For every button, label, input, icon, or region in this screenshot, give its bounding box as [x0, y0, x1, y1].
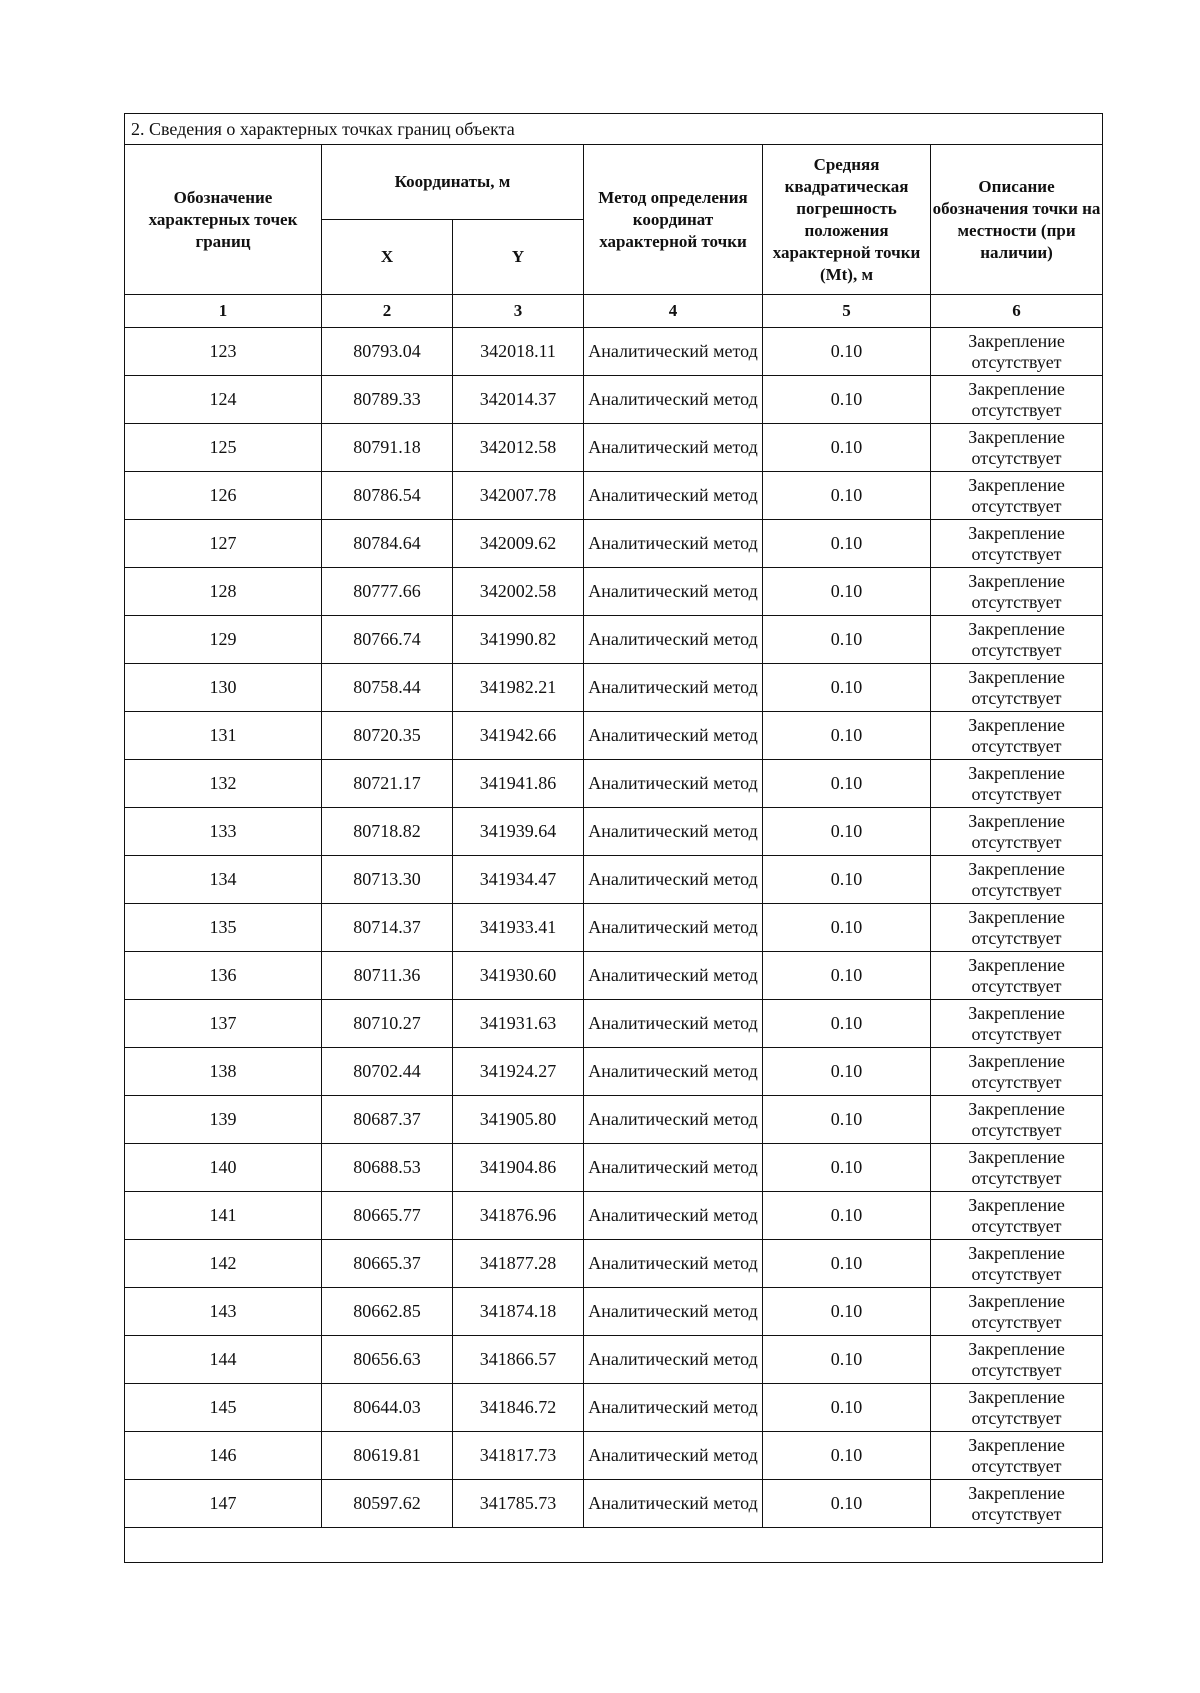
cell-x: 80713.30 [322, 856, 453, 904]
cell-error: 0.10 [763, 1288, 931, 1336]
table-row [125, 328, 1103, 376]
table-row [125, 952, 1103, 1000]
cell-y: 342009.62 [453, 520, 584, 568]
cell-description: Закрепление отсутствует [931, 1144, 1103, 1192]
document-page [124, 113, 1102, 1563]
cell-x: 80766.74 [322, 616, 453, 664]
cell-y: 341931.63 [453, 1000, 584, 1048]
table-row [125, 1000, 1103, 1048]
cell-point: 147 [125, 1480, 322, 1528]
cell-x: 80784.64 [322, 520, 453, 568]
cell-description: Закрепление отсутствует [931, 328, 1103, 376]
cell-error: 0.10 [763, 472, 931, 520]
cell-method: Аналитический метод [584, 1048, 763, 1096]
section-title: 2. Сведения о характерных точках границ объекта [125, 114, 1103, 145]
cell-error: 0.10 [763, 1432, 931, 1480]
cell-description: Закрепление отсутствует [931, 1096, 1103, 1144]
cell-method: Аналитический метод [584, 856, 763, 904]
cell-point: 140 [125, 1144, 322, 1192]
cell-x: 80714.37 [322, 904, 453, 952]
cell-method: Аналитический метод [584, 424, 763, 472]
cell-error: 0.10 [763, 1096, 931, 1144]
cell-point: 141 [125, 1192, 322, 1240]
cell-y: 341876.96 [453, 1192, 584, 1240]
cell-method: Аналитический метод [584, 760, 763, 808]
table-row [125, 808, 1103, 856]
cell-x: 80665.37 [322, 1240, 453, 1288]
cell-error: 0.10 [763, 1000, 931, 1048]
cell-method: Аналитический метод [584, 1480, 763, 1528]
cell-y: 341874.18 [453, 1288, 584, 1336]
header-method: Метод определения координат характерной точки [584, 145, 763, 295]
cell-y: 342012.58 [453, 424, 584, 472]
table-row [125, 1480, 1103, 1528]
cell-method: Аналитический метод [584, 472, 763, 520]
table-row [125, 1336, 1103, 1384]
cell-point: 143 [125, 1288, 322, 1336]
table-row [125, 712, 1103, 760]
cell-x: 80777.66 [322, 568, 453, 616]
cell-error: 0.10 [763, 376, 931, 424]
cell-description: Закрепление отсутствует [931, 1480, 1103, 1528]
cell-method: Аналитический метод [584, 808, 763, 856]
cell-method: Аналитический метод [584, 952, 763, 1000]
empty-footer-row [125, 1528, 1103, 1563]
cell-x: 80786.54 [322, 472, 453, 520]
cell-description: Закрепление отсутствует [931, 568, 1103, 616]
cell-error: 0.10 [763, 1192, 931, 1240]
column-number: 6 [931, 295, 1103, 328]
cell-x: 80718.82 [322, 808, 453, 856]
cell-description: Закрепление отсутствует [931, 760, 1103, 808]
header-x: X [322, 220, 453, 295]
cell-method: Аналитический метод [584, 664, 763, 712]
cell-point: 124 [125, 376, 322, 424]
cell-y: 341817.73 [453, 1432, 584, 1480]
header-error: Средняя квадратическая погрешность положения характерной точки (Mt), м [763, 145, 931, 295]
cell-description: Закрепление отсутствует [931, 376, 1103, 424]
cell-x: 80619.81 [322, 1432, 453, 1480]
cell-description: Закрепление отсутствует [931, 712, 1103, 760]
cell-point: 130 [125, 664, 322, 712]
table-row [125, 904, 1103, 952]
cell-point: 132 [125, 760, 322, 808]
table-row [125, 1384, 1103, 1432]
cell-method: Аналитический метод [584, 904, 763, 952]
cell-method: Аналитический метод [584, 1144, 763, 1192]
header-y: Y [453, 220, 584, 295]
column-number-row [125, 295, 1103, 328]
cell-y: 341939.64 [453, 808, 584, 856]
table-row [125, 1432, 1103, 1480]
column-number: 1 [125, 295, 322, 328]
cell-description: Закрепление отсутствует [931, 952, 1103, 1000]
empty-cell [125, 1528, 1103, 1563]
cell-method: Аналитический метод [584, 376, 763, 424]
cell-point: 134 [125, 856, 322, 904]
cell-error: 0.10 [763, 1240, 931, 1288]
cell-description: Закрепление отсутствует [931, 1384, 1103, 1432]
table-row [125, 472, 1103, 520]
cell-description: Закрепление отсутствует [931, 856, 1103, 904]
cell-y: 341942.66 [453, 712, 584, 760]
cell-error: 0.10 [763, 808, 931, 856]
cell-x: 80721.17 [322, 760, 453, 808]
cell-point: 144 [125, 1336, 322, 1384]
cell-error: 0.10 [763, 520, 931, 568]
table-row [125, 856, 1103, 904]
cell-x: 80656.63 [322, 1336, 453, 1384]
cell-method: Аналитический метод [584, 1432, 763, 1480]
cell-x: 80720.35 [322, 712, 453, 760]
cell-point: 126 [125, 472, 322, 520]
cell-description: Закрепление отсутствует [931, 664, 1103, 712]
table-row [125, 1144, 1103, 1192]
cell-error: 0.10 [763, 952, 931, 1000]
table-row [125, 1048, 1103, 1096]
table-row [125, 1288, 1103, 1336]
cell-x: 80793.04 [322, 328, 453, 376]
cell-x: 80702.44 [322, 1048, 453, 1096]
cell-description: Закрепление отсутствует [931, 1000, 1103, 1048]
header-coordinates: Координаты, м [322, 145, 584, 220]
cell-method: Аналитический метод [584, 1384, 763, 1432]
cell-x: 80688.53 [322, 1144, 453, 1192]
cell-error: 0.10 [763, 616, 931, 664]
table-row [125, 664, 1103, 712]
cell-point: 128 [125, 568, 322, 616]
cell-point: 127 [125, 520, 322, 568]
cell-y: 342014.37 [453, 376, 584, 424]
cell-description: Закрепление отсутствует [931, 1432, 1103, 1480]
cell-description: Закрепление отсутствует [931, 1336, 1103, 1384]
cell-y: 342018.11 [453, 328, 584, 376]
cell-method: Аналитический метод [584, 712, 763, 760]
cell-y: 341846.72 [453, 1384, 584, 1432]
cell-x: 80662.85 [322, 1288, 453, 1336]
cell-x: 80644.03 [322, 1384, 453, 1432]
cell-method: Аналитический метод [584, 328, 763, 376]
cell-y: 341982.21 [453, 664, 584, 712]
cell-error: 0.10 [763, 1480, 931, 1528]
cell-description: Закрепление отсутствует [931, 424, 1103, 472]
cell-point: 133 [125, 808, 322, 856]
cell-method: Аналитический метод [584, 1288, 763, 1336]
cell-description: Закрепление отсутствует [931, 1048, 1103, 1096]
cell-y: 341905.80 [453, 1096, 584, 1144]
cell-error: 0.10 [763, 424, 931, 472]
table-row [125, 1096, 1103, 1144]
cell-method: Аналитический метод [584, 520, 763, 568]
cell-x: 80597.62 [322, 1480, 453, 1528]
cell-point: 125 [125, 424, 322, 472]
cell-description: Закрепление отсутствует [931, 1192, 1103, 1240]
cell-error: 0.10 [763, 1336, 931, 1384]
cell-description: Закрепление отсутствует [931, 520, 1103, 568]
cell-x: 80710.27 [322, 1000, 453, 1048]
header-description: Описание обозначения точки на местности (при наличии) [931, 145, 1103, 295]
cell-error: 0.10 [763, 328, 931, 376]
cell-x: 80758.44 [322, 664, 453, 712]
cell-y: 341933.41 [453, 904, 584, 952]
cell-error: 0.10 [763, 856, 931, 904]
table-body [125, 328, 1103, 1528]
cell-method: Аналитический метод [584, 568, 763, 616]
cell-y: 341877.28 [453, 1240, 584, 1288]
cell-x: 80687.37 [322, 1096, 453, 1144]
cell-description: Закрепление отсутствует [931, 616, 1103, 664]
cell-x: 80711.36 [322, 952, 453, 1000]
cell-point: 136 [125, 952, 322, 1000]
cell-y: 341990.82 [453, 616, 584, 664]
table-row [125, 568, 1103, 616]
cell-error: 0.10 [763, 712, 931, 760]
cell-x: 80665.77 [322, 1192, 453, 1240]
column-number: 5 [763, 295, 931, 328]
cell-point: 131 [125, 712, 322, 760]
cell-y: 341924.27 [453, 1048, 584, 1096]
cell-description: Закрепление отсутствует [931, 1288, 1103, 1336]
cell-method: Аналитический метод [584, 616, 763, 664]
cell-y: 341785.73 [453, 1480, 584, 1528]
table-row [125, 1240, 1103, 1288]
cell-y: 341930.60 [453, 952, 584, 1000]
cell-method: Аналитический метод [584, 1240, 763, 1288]
cell-error: 0.10 [763, 568, 931, 616]
cell-error: 0.10 [763, 1144, 931, 1192]
cell-description: Закрепление отсутствует [931, 808, 1103, 856]
cell-error: 0.10 [763, 1384, 931, 1432]
cell-method: Аналитический метод [584, 1000, 763, 1048]
cell-point: 135 [125, 904, 322, 952]
cell-description: Закрепление отсутствует [931, 1240, 1103, 1288]
cell-point: 129 [125, 616, 322, 664]
table-row [125, 760, 1103, 808]
cell-point: 123 [125, 328, 322, 376]
cell-point: 139 [125, 1096, 322, 1144]
cell-x: 80791.18 [322, 424, 453, 472]
cell-y: 342007.78 [453, 472, 584, 520]
cell-method: Аналитический метод [584, 1192, 763, 1240]
cell-point: 138 [125, 1048, 322, 1096]
table-row [125, 520, 1103, 568]
cell-error: 0.10 [763, 904, 931, 952]
cell-description: Закрепление отсутствует [931, 472, 1103, 520]
table-row [125, 1192, 1103, 1240]
cell-description: Закрепление отсутствует [931, 904, 1103, 952]
cell-y: 342002.58 [453, 568, 584, 616]
boundary-points-table [124, 113, 1103, 1563]
column-number: 3 [453, 295, 584, 328]
table-row [125, 424, 1103, 472]
cell-error: 0.10 [763, 1048, 931, 1096]
cell-y: 341941.86 [453, 760, 584, 808]
cell-y: 341904.86 [453, 1144, 584, 1192]
cell-point: 146 [125, 1432, 322, 1480]
cell-method: Аналитический метод [584, 1096, 763, 1144]
cell-method: Аналитический метод [584, 1336, 763, 1384]
table-row [125, 616, 1103, 664]
cell-y: 341866.57 [453, 1336, 584, 1384]
cell-point: 137 [125, 1000, 322, 1048]
table-row [125, 376, 1103, 424]
column-number: 2 [322, 295, 453, 328]
cell-point: 145 [125, 1384, 322, 1432]
cell-point: 142 [125, 1240, 322, 1288]
cell-error: 0.10 [763, 760, 931, 808]
cell-x: 80789.33 [322, 376, 453, 424]
cell-y: 341934.47 [453, 856, 584, 904]
column-number: 4 [584, 295, 763, 328]
cell-error: 0.10 [763, 664, 931, 712]
header-point: Обозначение характерных точек границ [125, 145, 322, 295]
